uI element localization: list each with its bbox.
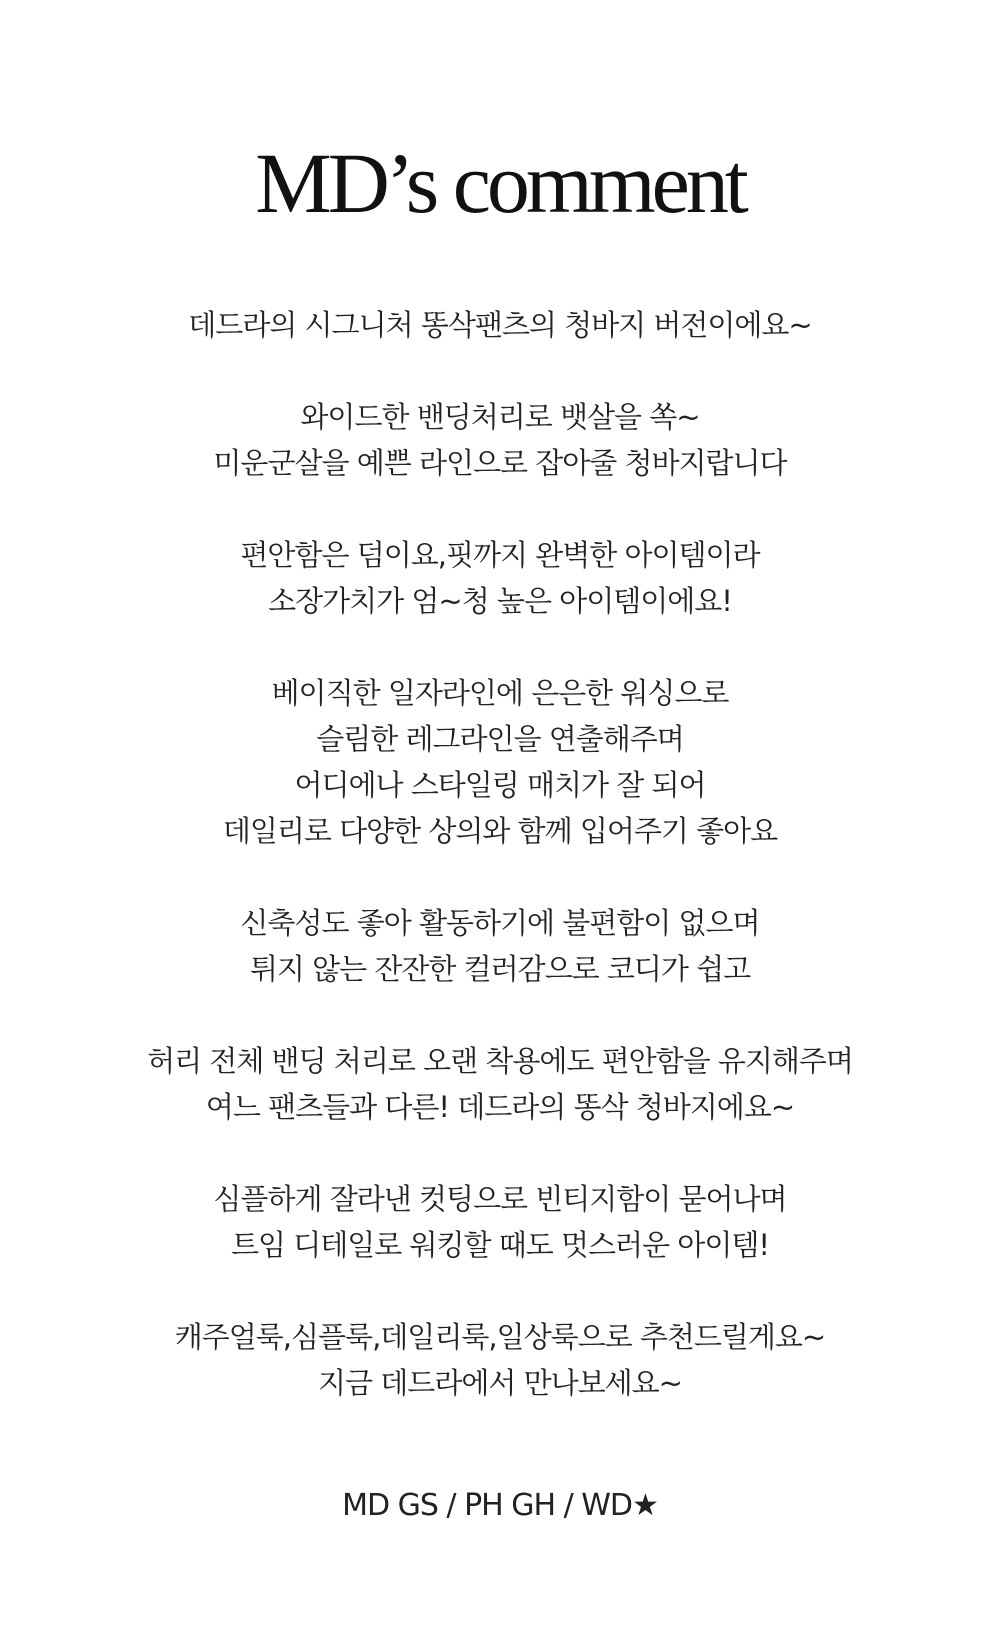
comment-line: 허리 전체 밴딩 처리로 오랜 착용에도 편안함을 유지해주며 [147,1044,853,1078]
comment-paragraph [0,900,1000,992]
comment-line: 슬림한 레그라인을 연출해주며 [316,722,684,756]
comment-paragraph [0,532,1000,624]
comment-line: 와이드한 밴딩처리로 뱃살을 쏙~ [300,400,700,434]
comment-line: 튀지 않는 잔잔한 컬러감으로 코디가 쉽고 [249,952,751,986]
comment-line: 편안함은 덤이요,핏까지 완벽한 아이템이라 [240,538,760,572]
comment-paragraph [0,1176,1000,1268]
comment-line: 여느 팬츠들과 다른! 데드라의 똥삭 청바지에요~ [205,1090,795,1124]
page-title: MD’s comment [255,135,745,231]
comment-body [0,302,1000,1452]
comment-line: 소장가치가 엄~청 높은 아이템이에요! [268,584,732,618]
comment-line: 지금 데드라에서 만나보세요~ [318,1366,682,1400]
comment-paragraph [0,670,1000,854]
comment-line: 트임 디테일로 워킹할 때도 멋스러운 아이템! [231,1228,769,1262]
comment-line: 데드라의 시그니처 똥삭팬츠의 청바지 버전이에요~ [188,308,812,342]
comment-line: 베이직한 일자라인에 은은한 워싱으로 [271,676,729,710]
comment-paragraph [0,1038,1000,1130]
comment-line: 신축성도 좋아 활동하기에 불편함이 없으며 [240,906,760,940]
comment-paragraph [0,302,1000,348]
credits-line: MD GS / PH GH / WD★ [342,1488,658,1523]
comment-line: 어디에나 스타일링 매치가 잘 되어 [294,768,706,802]
comment-line: 캐주얼룩,심플룩,데일리룩,일상룩으로 추천드릴게요~ [174,1320,826,1354]
comment-paragraph [0,1314,1000,1406]
comment-line: 데일리로 다양한 상의와 함께 입어주기 좋아요 [222,814,778,848]
comment-line: 심플하게 잘라낸 컷팅으로 빈티지함이 묻어나며 [213,1182,787,1216]
comment-paragraph [0,394,1000,486]
comment-line: 미운군살을 예쁜 라인으로 잡아줄 청바지랍니다 [213,446,787,480]
